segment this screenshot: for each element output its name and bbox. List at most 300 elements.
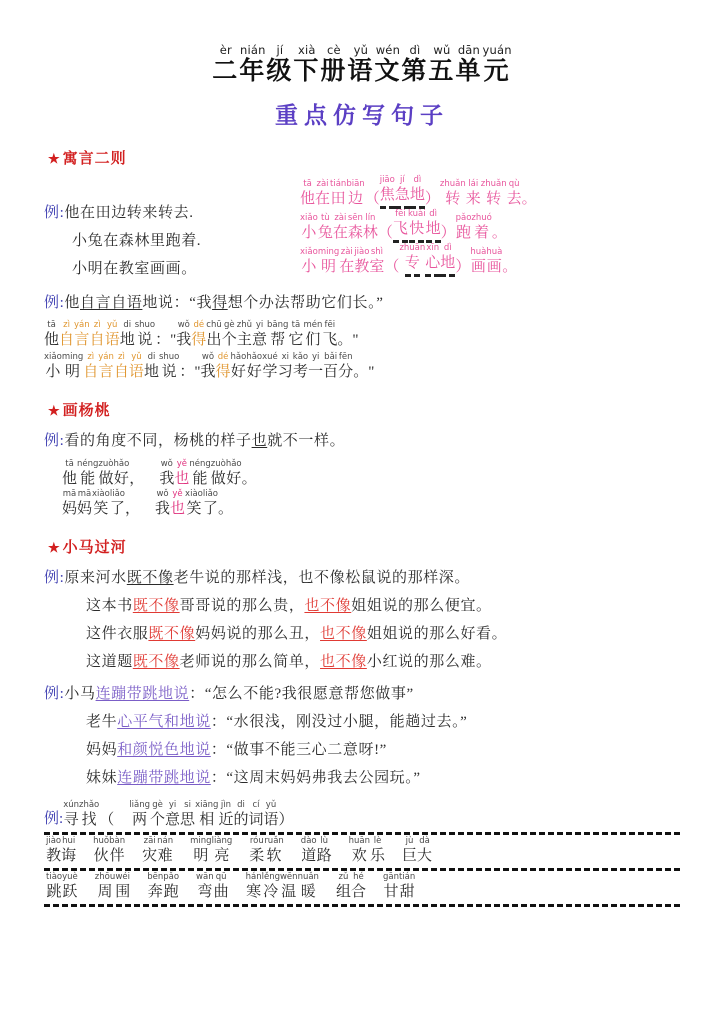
title-ruby-cell (374, 44, 401, 87)
hanzi: 寻 (63, 812, 79, 828)
example-line (44, 736, 680, 764)
pinyin: yě (176, 459, 187, 469)
ruby-cell (481, 179, 507, 209)
title-ruby-cell (239, 44, 266, 87)
pinyin: wēn (279, 872, 298, 882)
ruby-cell (252, 320, 267, 350)
hanzi: 急 (395, 185, 410, 209)
pinyin (120, 800, 123, 810)
ruby-cell (318, 213, 333, 243)
hanzi: 做 (98, 471, 114, 487)
synonym-pair (46, 872, 78, 902)
ruby-cell (278, 352, 293, 382)
pinyin (354, 320, 357, 330)
pinyin (105, 800, 108, 810)
ruby-cell (338, 352, 353, 382)
ruby-cell (135, 320, 155, 350)
pinyin: gè (223, 320, 235, 330)
synonym-pair (93, 836, 125, 866)
example-text: 他 (64, 295, 80, 311)
ruby-cell (95, 872, 115, 902)
pinyin (359, 352, 362, 362)
hanzi: 做 (210, 471, 226, 487)
example-line (44, 620, 680, 648)
section-heading-label: 小马过河 (62, 540, 127, 556)
pinyin: wǒ (156, 489, 169, 499)
pinyin: biān (346, 179, 365, 189)
hanzi: 语 (104, 332, 120, 348)
hanzi: 五 (428, 58, 456, 85)
pinyin: lín (365, 213, 376, 223)
ruby-cell (322, 320, 337, 350)
hanzi: 妈 (77, 501, 93, 517)
ruby-cell (395, 175, 410, 209)
pinyin: cí (252, 800, 260, 810)
ruby-cell (216, 352, 231, 382)
hanzi: 语 (263, 812, 279, 828)
pinyin: gān (382, 872, 399, 882)
hanzi: 兔 (317, 225, 333, 241)
hanzi: ） (278, 812, 294, 828)
ruby-cell (267, 320, 288, 350)
hanzi: 得 (215, 364, 231, 380)
hanzi: 去 (506, 191, 522, 207)
title-ruby-cell (347, 44, 374, 87)
underlined-phrase: 和颜悦色地说 (117, 742, 211, 758)
hanzi: 伴 (109, 848, 125, 864)
ruby-cell (369, 247, 384, 277)
ruby-cell (63, 800, 79, 830)
example-text: 妈妈 (86, 742, 118, 758)
hanzi: 也 (170, 501, 186, 517)
pinyin: jù (405, 836, 414, 846)
pinyin: zhōu (94, 872, 116, 882)
example-line (44, 592, 680, 620)
page-title-block (44, 44, 680, 130)
hanzi: 自 (113, 364, 129, 380)
hanzi: 第 (401, 58, 429, 85)
ruby-cell (455, 247, 470, 277)
pinyin: xiào (92, 489, 110, 499)
pinyin: jiào (354, 247, 370, 257)
hanzi: （ (364, 191, 380, 207)
pinyin: hé (353, 872, 364, 882)
table-row (44, 868, 680, 904)
ruby-cell (185, 489, 203, 519)
pinyin: huà (470, 247, 487, 257)
example-text: 妹妹 (86, 770, 118, 786)
hanzi: 两 (132, 812, 148, 828)
ruby-cell (98, 459, 113, 489)
hanzi: 亮 (214, 848, 230, 864)
hanzi: 林 (362, 225, 378, 241)
ruby-cell (147, 872, 163, 902)
hanzi: 飞 (322, 332, 338, 348)
ruby-cell (44, 320, 59, 350)
ruby-cell (300, 213, 318, 243)
ruby-cell (346, 179, 364, 209)
pinyin: shì (370, 247, 383, 257)
ruby-cell (144, 459, 159, 489)
hanzi: 自 (83, 364, 99, 380)
synonym-table (44, 832, 680, 907)
hanzi: 好 (113, 471, 129, 487)
ruby-cell (351, 872, 366, 902)
pinyin: huǒ (93, 836, 110, 846)
example-text: 想个办法帮助它们长。” (227, 295, 384, 311)
pinyin: zì (118, 352, 125, 362)
ruby-cell (486, 247, 502, 277)
pinyin (172, 320, 175, 330)
hanzi: ） (455, 259, 471, 275)
pinyin: nuǎn (297, 872, 319, 882)
hanzi: 他 (300, 191, 316, 207)
pinyin: hǎo (230, 352, 247, 362)
pinyin: zuò (210, 459, 226, 469)
synonym-pair (246, 872, 319, 902)
pinyin: yǔ (265, 800, 277, 810)
hanzi: 弯 (197, 884, 213, 900)
hanzi: 室 (369, 259, 385, 275)
pinyin (150, 459, 153, 469)
hanzi: 我 (159, 471, 175, 487)
hanzi: 说 (161, 364, 177, 380)
hanzi: 明 (65, 364, 81, 380)
hanzi: 的 (233, 812, 249, 828)
hanzi: 巨 (402, 848, 418, 864)
example-line (44, 680, 680, 708)
pinyin: pǎo (163, 872, 180, 882)
example-text: 小红说的那么难。 (366, 654, 492, 670)
hanzi: 元 (483, 58, 511, 85)
hanzi: 分 (338, 364, 354, 380)
pinyin: hán (245, 872, 262, 882)
hanzi: ： (179, 364, 195, 380)
hanzi: 也 (174, 471, 190, 487)
hanzi: 地 (426, 219, 441, 243)
hanzi: 。 (353, 364, 369, 380)
star-icon: ★ (48, 540, 61, 555)
ruby-cell (308, 352, 323, 382)
hanzi: 心 (425, 253, 440, 277)
example-text: 小马 (64, 686, 96, 702)
pinyin: wǒ (201, 352, 215, 362)
ruby-cell (507, 179, 522, 209)
ruby-cell (62, 352, 83, 382)
pinyin: yán (74, 320, 90, 330)
pinyin: jí (276, 43, 284, 57)
two-column-block (44, 175, 680, 283)
ruby-cell (378, 213, 393, 243)
hanzi: 说 (137, 332, 153, 348)
hanzi: （ (377, 225, 393, 241)
underlined-phrase: 也 (251, 433, 268, 449)
pinyin: yě (172, 489, 183, 499)
ruby-cell (62, 872, 78, 902)
hanzi (140, 499, 155, 519)
ruby-answer-row (62, 489, 680, 519)
pinyin: zāi (143, 836, 156, 846)
pinyin: lái (468, 179, 479, 189)
pinyin: dì (413, 175, 422, 185)
pinyin: yi (168, 800, 177, 810)
pinyin: néng (77, 459, 99, 469)
ruby-cell (222, 320, 237, 350)
pinyin: zǔ (338, 872, 349, 882)
hanzi: 地 (440, 253, 455, 277)
pinyin (370, 352, 373, 362)
example-line (44, 255, 294, 283)
underlined-phrase: 心平气和地说 (117, 714, 211, 730)
pinyin (371, 179, 374, 189)
hanzi: 。 (337, 332, 353, 348)
hanzi: 柔 (249, 848, 265, 864)
hanzi: ， (129, 471, 145, 487)
ruby-cell (242, 459, 257, 489)
hanzi: 甜 (399, 884, 415, 900)
pinyin: bàn (109, 836, 126, 846)
ruby-cell (93, 836, 109, 866)
hanzi: 它 (288, 332, 304, 348)
hanzi: 好 (246, 364, 262, 380)
pinyin: tā (65, 459, 74, 469)
example-text: ：“这周末妈妈弗我去公园玩。” (210, 770, 421, 786)
ruby-cell (114, 352, 129, 382)
pinyin: zài (334, 213, 347, 223)
underlined-phrase: 连蹦带跳地说 (95, 686, 190, 702)
ruby-cell (339, 247, 354, 277)
page-subtitle: 重点仿写句子 (275, 103, 449, 128)
hanzi: 找 (81, 812, 97, 828)
pinyin (161, 320, 164, 330)
hanzi: 飞 (393, 219, 408, 243)
pinyin: bǎi (324, 352, 338, 362)
pinyin: jiào (46, 836, 62, 846)
ruby-cell (212, 836, 233, 866)
hanzi: 年 (239, 58, 267, 85)
pinyin: kǎo (292, 352, 309, 362)
pinyin (344, 320, 347, 330)
ruby-cell (92, 489, 110, 519)
hanzi: 意 (252, 332, 268, 348)
hanzi: 在 (339, 259, 355, 275)
hanzi: 了 (202, 501, 218, 517)
pinyin: zài (316, 179, 329, 189)
ruby-cell (246, 352, 262, 382)
example-text: ：“水很浅，刚没过小腿，能趟过去。” (210, 714, 468, 730)
ruby-cell (393, 209, 408, 243)
example-line (44, 764, 680, 792)
pinyin (248, 459, 251, 469)
pinyin: tiào (46, 872, 63, 882)
pinyin: zhǎo (79, 800, 100, 810)
ruby-cell (440, 243, 455, 277)
example-text: 姐姐说的那么便宜。 (351, 598, 492, 614)
hanzi: 来 (465, 191, 481, 207)
hanzi (114, 810, 129, 830)
hanzi: 围 (115, 884, 131, 900)
ruby-cell (408, 209, 426, 243)
underlined-phrase: 既不像 (132, 654, 180, 670)
find-ruby-cells (63, 800, 293, 830)
ruby-cell (125, 489, 140, 519)
hanzi: 得 (191, 332, 207, 348)
ruby-cell (77, 489, 92, 519)
pinyin (528, 179, 531, 189)
pinyin (391, 247, 394, 257)
pinyin: ming (61, 352, 84, 362)
ruby-cell (441, 213, 456, 243)
ruby-cell (337, 320, 352, 350)
ruby-cell (61, 836, 76, 866)
underlined-phrase: 既不像 (132, 598, 180, 614)
hanzi: 笑 (186, 501, 202, 517)
ruby-cell (113, 459, 129, 489)
synonym-pair (142, 836, 173, 866)
ruby-answer-row (300, 209, 680, 243)
ruby-cell (114, 800, 129, 830)
example-text: 小兔在森林里跑着. (72, 233, 202, 249)
ruby-cell (163, 872, 179, 902)
hanzi: 奔 (147, 884, 163, 900)
pinyin (461, 247, 464, 257)
hanzi: 语 (347, 58, 375, 85)
hanzi: 路 (316, 848, 332, 864)
hanzi: 级 (266, 58, 294, 85)
example-text: 哥哥说的那么贵， (179, 598, 305, 614)
ruby-cell (201, 352, 216, 382)
hanzi: 。 (491, 225, 507, 241)
hanzi: 自 (59, 332, 75, 348)
synonym-pair (383, 872, 415, 902)
hanzi: 小 (45, 364, 61, 380)
ruby-cell (77, 459, 98, 489)
hanzi: 考 (292, 364, 308, 380)
hanzi: 温 (281, 884, 297, 900)
hanzi: 灾 (142, 848, 158, 864)
ruby-cell (159, 352, 179, 382)
ruby-cell (46, 836, 61, 866)
pinyin: shuo (134, 320, 156, 330)
pinyin: xi (281, 352, 289, 362)
ruby-cell (425, 179, 440, 209)
pinyin: xiào (185, 489, 203, 499)
ruby-cell (336, 872, 351, 902)
ruby-cell (150, 800, 165, 830)
ruby-cell (142, 836, 157, 866)
example-colon: : (59, 205, 65, 221)
hanzi: 道 (301, 848, 317, 864)
pinyin: di (147, 352, 156, 362)
ruby-cell (262, 872, 280, 902)
title-ruby-cell (455, 44, 482, 87)
title-ruby-cell (482, 44, 511, 87)
pinyin: zì (93, 320, 101, 330)
example-colon: : (59, 811, 64, 827)
ruby-cell (180, 800, 195, 830)
pinyin: ruǎn (264, 836, 284, 846)
hanzi: " (352, 332, 359, 348)
example-mark: 例 (44, 433, 60, 449)
section-heading-label: 画杨桃 (62, 403, 111, 419)
hanzi: 快 (409, 219, 424, 243)
pinyin: xià (298, 43, 316, 57)
ruby-cell (214, 872, 229, 902)
hanzi: 教 (354, 259, 370, 275)
ruby-cell (365, 179, 380, 209)
hanzi: 暖 (300, 884, 316, 900)
pinyin: shuo (158, 352, 180, 362)
hanzi: 他 (44, 332, 60, 348)
pinyin: wǒ (160, 459, 173, 469)
hanzi: 我 (200, 364, 216, 380)
hanzi: 自 (89, 332, 105, 348)
title-ruby-cell (293, 44, 320, 87)
pinyin: tā (47, 320, 56, 330)
pinyin: di (123, 320, 132, 330)
hanzi: 画 (470, 259, 486, 275)
ruby-cell (348, 213, 363, 243)
synonym-pair (147, 872, 179, 902)
hanzi: 转 (445, 191, 461, 207)
ruby-cell (62, 459, 77, 489)
ruby-cell (159, 459, 174, 489)
pinyin: yuán (482, 43, 512, 57)
hanzi: 画 (486, 259, 502, 275)
page-title (44, 44, 680, 87)
ruby-cell (264, 800, 279, 830)
hanzi: 了 (109, 501, 125, 517)
example-text: 这本书 (86, 598, 133, 614)
star-icon: ★ (48, 151, 61, 166)
ruby-cell (46, 872, 62, 902)
ruby-cell (218, 489, 233, 519)
hanzi: 近 (218, 812, 234, 828)
pinyin: jí (399, 175, 405, 185)
synonym-pair (249, 836, 284, 866)
hanzi: 好 (226, 471, 242, 487)
ruby-cell (352, 320, 358, 350)
ruby-cell (90, 320, 105, 350)
ruby-cell (288, 320, 303, 350)
find-synonyms-example (44, 800, 680, 830)
hanzi: 森 (347, 225, 363, 241)
ruby-cell (129, 352, 144, 382)
example-line-quote (44, 289, 680, 317)
pinyin: zhuǎn (480, 179, 507, 189)
pinyin: liǎo (202, 489, 218, 499)
ruby-cell (456, 213, 472, 243)
pinyin: fēi (395, 209, 406, 219)
ruby-cell (79, 800, 99, 830)
ruby-answer-row (300, 175, 680, 209)
ruby-cell (248, 800, 263, 830)
pinyin (196, 352, 199, 362)
title-ruby-cell (266, 44, 293, 87)
section-heading-xiaoma-guohe (48, 536, 680, 557)
ruby-answer-row (44, 352, 680, 382)
pinyin: nián (240, 43, 266, 57)
hanzi: 在 (332, 225, 348, 241)
ruby-cell (410, 175, 425, 209)
ruby-cell (157, 836, 173, 866)
ruby-cell (492, 213, 507, 243)
pinyin: hǎo (246, 352, 263, 362)
ruby-cell (109, 836, 125, 866)
ruby-cell (140, 489, 155, 519)
hanzi: 。 (241, 471, 257, 487)
pinyin: tù (320, 213, 330, 223)
